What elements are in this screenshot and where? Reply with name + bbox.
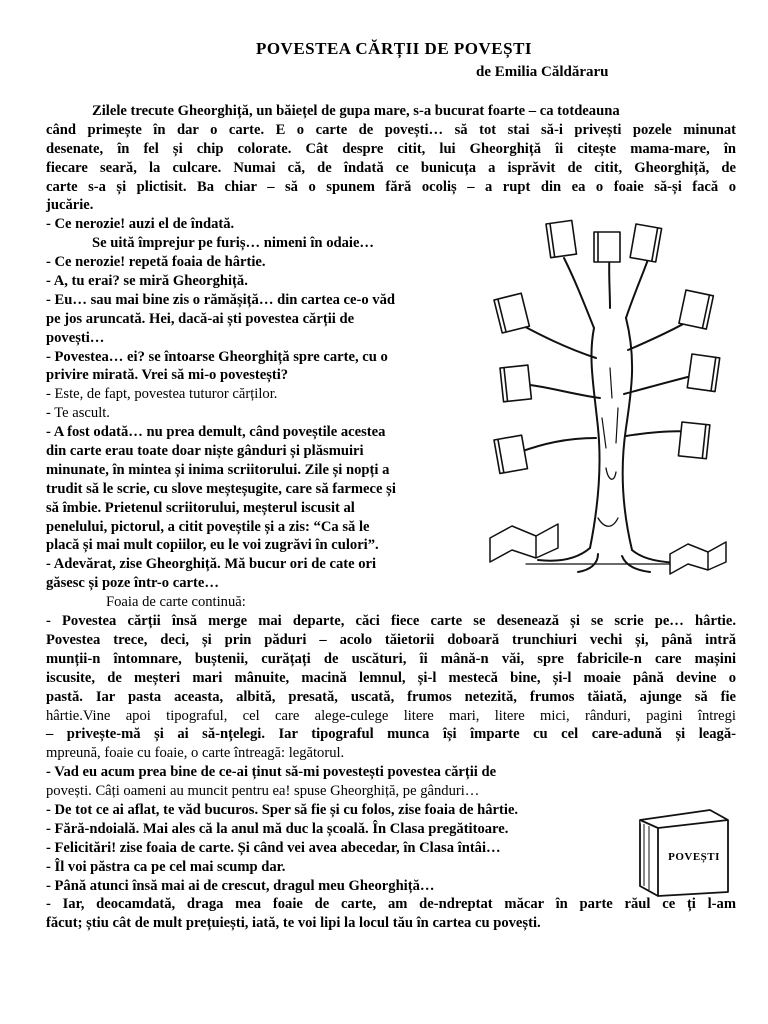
text-line: - Felicitări! zise foaia de carte. Și când vei avea abecedar, în Clasa întâi… [46, 839, 501, 856]
text-line: penelului, pictorul, a citit poveștile și a zis: “Ca să le [46, 518, 370, 535]
text-line: - Este, de fapt, povestea tuturor cărților. [46, 386, 278, 403]
text-line: mpreună, foaie cu foaie, o carte întreagă: legătorul. [46, 745, 345, 762]
text-line: Se uită împrejur pe furiș… nimeni în odaie… [92, 235, 375, 252]
text-line: - Eu… sau mai bine zis o rămășiță… din cartea ce-o văd [46, 291, 396, 308]
text-line: munții-n întomnare, buștenii, curățați de uscături, îi mână-n văi, spre fabricile-n care mașini [46, 650, 736, 667]
author-byline: de Emilia Căldăraru [476, 64, 609, 80]
text-line: – privește-mă și ai să-nțelegi. Iar tipograful munca își împarte cu cel care-adună și leagă- [46, 726, 736, 743]
text-line: carte s-a și plictisit. Ba chiar – să o spunem fără ocoliș – a rupt din ea o foaie să-și facă o [46, 178, 736, 195]
page-title: POVESTEA CĂRȚII DE POVEȘTI [255, 39, 533, 58]
text-line: - Vad eu acum prea bine de ce-ai ținut să-mi povestești povestea cărții de [46, 764, 497, 781]
text-line: - De tot ce ai aflat, te văd bucuros. Sper să fie și cu folos, zise foaia de hârtie. [46, 801, 519, 818]
book-tree-illustration [486, 218, 738, 580]
text-line: - Povestea… ei? se întoarse Gheorghiță spre carte, cu o [46, 348, 388, 365]
text-line: - Până atunci însă mai ai de crescut, dragul meu Gheorghiță… [46, 877, 435, 894]
text-line: - A, tu erai? se miră Gheorghiță. [46, 273, 248, 290]
text-line: trudit să le scrie, cu slove meșteșugite, care să farmece și [46, 480, 396, 497]
book-cover-illustration [632, 806, 734, 898]
text-line: să îmbie. Prietenul scriitorului, meșterul iscusit al [46, 499, 355, 516]
text-line: hârtie.Vine apoi tipograful, cel care alege-culege litere mari, litere mici, rânduri, pagini întregi [46, 707, 736, 724]
text-line: placă și mai mult copiilor, eu le voi zugrăvi în culori”. [46, 537, 379, 554]
text-line: Foaia de carte continuă: [106, 594, 246, 611]
text-line: povești… [46, 329, 105, 346]
text-line: făcut; știu cât de mult prețuiești, iată, te voi lipi la locul tău în cartea cu povești. [46, 915, 541, 932]
text-line: povești. Câți oameni au muncit pentru ea! spuse Gheorghiță, pe gânduri… [46, 783, 480, 800]
text-line: - Ce nerozie! auzi el de îndată. [46, 216, 235, 233]
text-line: - Iar, deocamdată, draga mea foaie de carte, am de-ndreptat măcar în parte răul ce ți l-am [46, 896, 736, 913]
text-line: jucărie. [46, 197, 94, 214]
text-line: fiecare seară, la culcare. Numai că, de îndată ce bunicuța a isprăvit de citit, Gheorghiță, de [46, 159, 736, 176]
text-line: - Îl voi păstra ca pe cel mai scump dar. [46, 858, 286, 875]
book-cover-label: POVEȘTI [668, 851, 720, 863]
text-line: pastă. Iar pasta aceasta, albită, presată, uscată, frumos netezită, frumos tăiată, ajunge să fie [46, 688, 736, 705]
text-line: - Povestea cărții însă merge mai departe, căci fiece carte se desenează și se scrie pe… hârtie. [46, 613, 736, 630]
text-line: Povestea trece, deci, și prin păduri – acolo tăietorii doboară trunchiuri vechi și, până intră [46, 631, 736, 648]
text-line: Zilele trecute Gheorghiță, un băiețel de gupa mare, s-a bucurat foarte – ca totdeauna [92, 103, 620, 119]
text-line: privire mirată. Vrei să mi-o povestești? [46, 367, 289, 384]
text-line: găsesc și poze într-o carte… [46, 575, 219, 592]
text-line: - Te ascult. [46, 405, 110, 422]
text-line: - Adevărat, zise Gheorghiță. Mă bucur ori de cate ori [46, 556, 377, 573]
text-line: iscusite, de meșteri mari mânuite, macină lemnul, și-l mestecă bine, și-l moaie până devine o [46, 669, 736, 686]
text-line: - Ce nerozie! repetă foaia de hârtie. [46, 254, 266, 271]
text-line: minunate, în mintea și inima scriitorului. Zile și nopți a [46, 461, 390, 478]
text-line: pe jos aruncată. Hei, dacă-ai ști povestea cărții de [46, 310, 355, 327]
text-line: - A fost odată… nu prea demult, când poveștile acestea [46, 424, 386, 441]
text-line: - Fără-ndoială. Mai ales că la anul mă duc la școală. În Clasa pregătitoare. [46, 820, 509, 837]
text-line: desenate, în fel și chip colorate. Cât despre citit, lui Gheorghiță îi citește mama-mare, în [46, 140, 736, 157]
text-line: din carte erau toate doar niște gânduri și plăsmuiri [46, 443, 364, 460]
text-line: când primește în dar o carte. E o carte de povești… să tot stai să-i privești pozele minunat [46, 121, 736, 138]
